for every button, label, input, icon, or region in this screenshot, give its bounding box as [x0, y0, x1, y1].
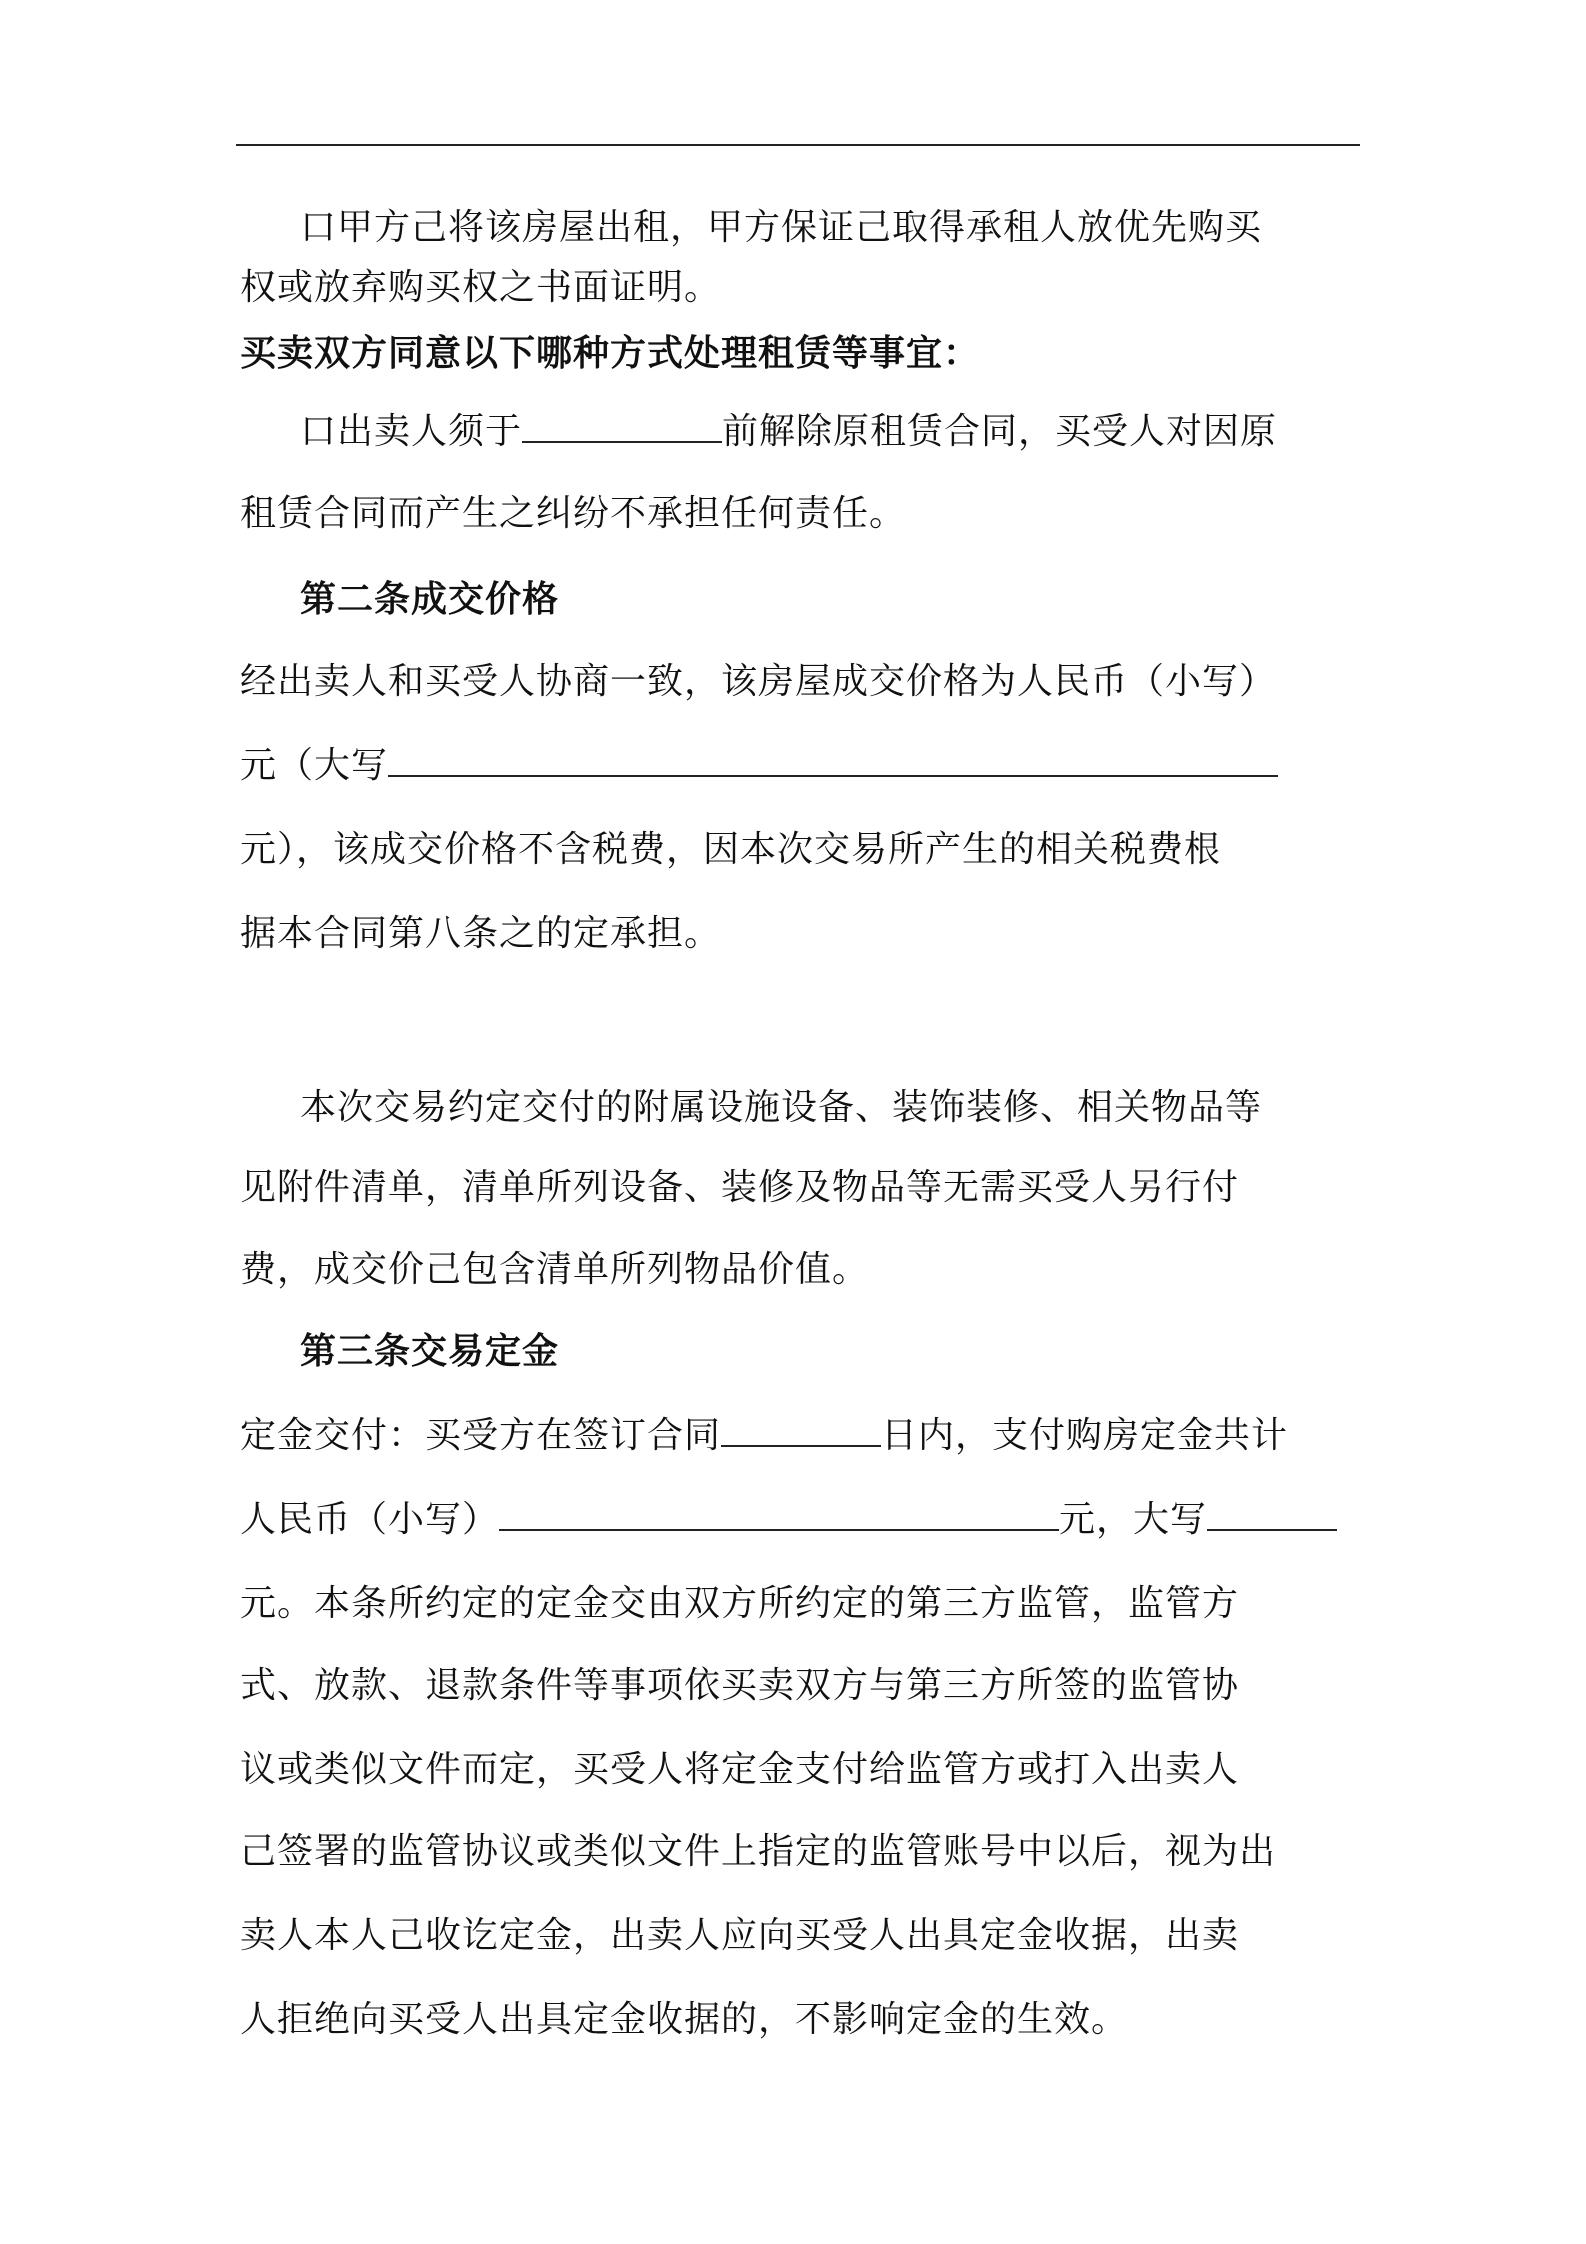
- blank-field-deposit-uppercase[interactable]: [1207, 1499, 1337, 1531]
- text-line: 费，成交价己包含清单所列物品价值。: [240, 1249, 870, 1290]
- article-title: 第二条成交价格: [300, 579, 560, 620]
- text-line: 定金交付：买受方在签订合同 日内，支付购房定金共计: [240, 1415, 1289, 1456]
- text-line: 经出卖人和买受人协商一致，该房屋成交价格为人民币（小写）: [240, 661, 1277, 702]
- text-line: 本次交易约定交付的附属设施设备、装饰装修、相关物品等: [300, 1087, 1263, 1128]
- text-line: 口出卖人须于 前解除原租赁合同，买受人对因原: [300, 411, 1278, 452]
- text-line: 租赁合同而产生之纠纷不承担任何责任。: [240, 493, 907, 534]
- text-line: 人拒绝向买受人出具定金收据的，不影响定金的生效。: [240, 1999, 1129, 2040]
- text-line: 己签署的监管协议或类似文件上指定的监管账号中以后，视为出: [240, 1831, 1277, 1872]
- text-line: 元（大写: [240, 742, 1278, 790]
- text-line: 式、放款、退款条件等事项依买卖双方与第三方所签的监管协: [240, 1665, 1240, 1706]
- text-line: 人民币（小写） 元，大写: [240, 1496, 1337, 1544]
- text-line: 元。本条所约定的定金交由双方所约定的第三方监管，监管方: [240, 1583, 1240, 1624]
- blank-field-deadline[interactable]: [522, 411, 722, 443]
- text-line: 见附件清单，清单所列设备、装修及物品等无需买受人另行付: [240, 1167, 1240, 1208]
- text-line: 议或类似文件而定，买受人将定金支付给监管方或打入出卖人: [240, 1749, 1240, 1790]
- text-line: 卖人本人己收讫定金，出卖人应向买受人出具定金收据，出卖: [240, 1915, 1240, 1956]
- text-line: 权或放弃购买权之书面证明。: [240, 267, 722, 308]
- text-line: 元），该成交价格不含税费，因本次交易所产生的相关税费根: [240, 829, 1222, 870]
- blank-field-days[interactable]: [721, 1415, 881, 1447]
- text-line: 据本合同第八条之的定承担。: [240, 913, 722, 954]
- article-title: 第三条交易定金: [300, 1331, 560, 1372]
- text-line: 口甲方己将该房屋出租，甲方保证己取得承租人放优先购买: [300, 207, 1263, 248]
- blank-field-price-uppercase[interactable]: [388, 745, 1278, 777]
- section-heading: 买卖双方同意以下哪种方式处理租赁等事宜：: [240, 333, 981, 374]
- blank-field-deposit-lowercase[interactable]: [499, 1499, 1059, 1531]
- header-rule: [236, 144, 1360, 146]
